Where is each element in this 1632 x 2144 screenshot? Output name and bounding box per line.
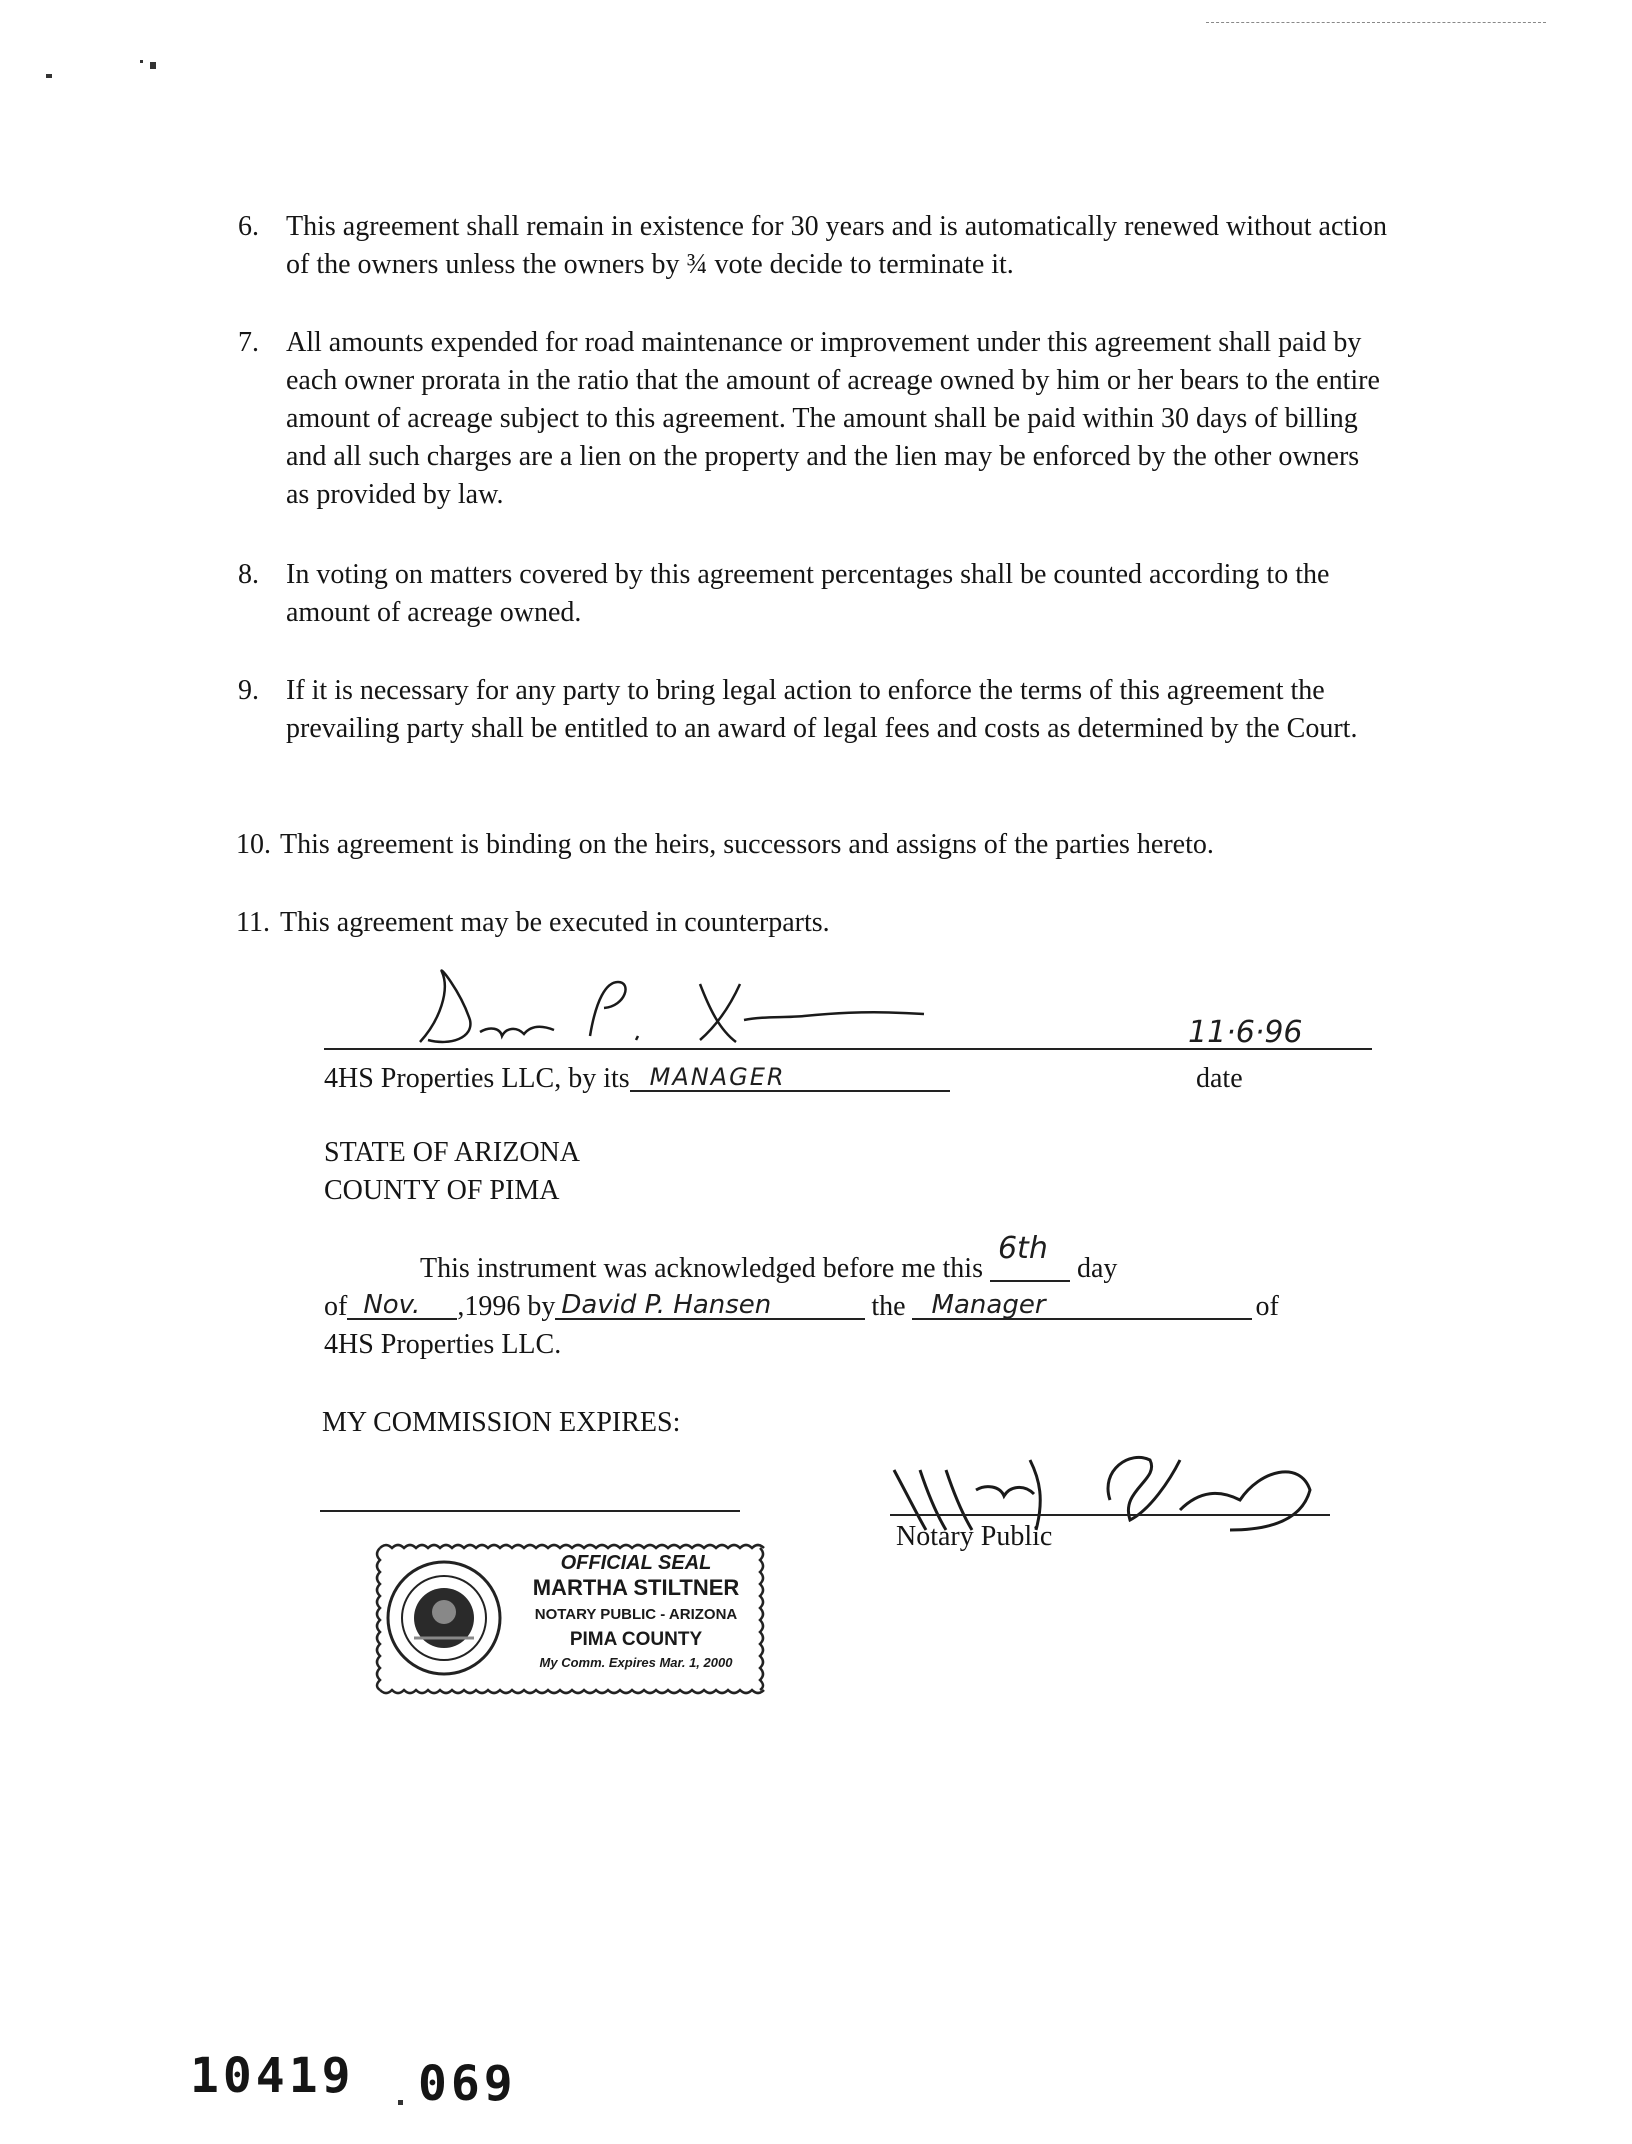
book-number: 10419 xyxy=(190,2048,355,2104)
manager-signature xyxy=(400,960,960,1060)
clause-number: 10. xyxy=(236,829,271,860)
county-line: COUNTY OF PIMA xyxy=(324,1175,560,1206)
month-handwritten: Nov. xyxy=(363,1290,421,1320)
clause-number: 6. xyxy=(238,211,259,242)
title-field xyxy=(630,1060,950,1092)
role-field xyxy=(912,1288,1252,1320)
seal-line-2: MARTHA STILTNER xyxy=(532,1575,740,1600)
title-handwritten: MANAGER xyxy=(649,1063,786,1091)
clause-text: This agreement shall remain in existence for 30 years and is automatically renewed without action of the owners unless the owners by ¾ vote decide to terminate it. xyxy=(286,211,1387,280)
clause-text: In voting on matters covered by this agreement percentages shall be counted according to the amount of acreage owned. xyxy=(286,559,1330,628)
scan-speck xyxy=(398,2100,403,2105)
ack-prefix: This instrument was acknowledged before me this xyxy=(420,1253,983,1284)
clause-8 xyxy=(238,556,1388,632)
the-label: the xyxy=(871,1291,906,1322)
clause-9 xyxy=(238,672,1388,748)
official-seal-stamp xyxy=(374,1538,766,1700)
clause-text: All amounts expended for road maintenance or improvement under this agreement shall paid by each owner prorata in the ratio that the amount of acreage owned by him or her bears to the entire amount of acreage subject to this agreement. The amount shall be paid within 30 days of billing and all such charges are a lien on the property and the lien may be enforced by the other owners as provided by law. xyxy=(286,327,1380,510)
acknowledgment-line-2 xyxy=(324,1288,1279,1326)
year-by: ,1996 by xyxy=(457,1291,556,1322)
entity-line: 4HS Properties LLC. xyxy=(324,1329,562,1360)
commission-line xyxy=(320,1510,740,1512)
notary-signature-line xyxy=(890,1514,1330,1516)
clause-text: This agreement is binding on the heirs, successors and assigns of the parties hereto. xyxy=(280,829,1214,860)
signature-date: 11·6·96 xyxy=(1188,1015,1303,1050)
seal-text xyxy=(514,1552,758,1674)
clause-7 xyxy=(238,324,1388,514)
clause-number: 7. xyxy=(238,327,259,358)
scan-speck xyxy=(140,60,143,63)
role-handwritten: Manager xyxy=(931,1290,1046,1320)
seal-line-5: My Comm. Expires Mar. 1, 2000 xyxy=(539,1655,733,1670)
scan-speck xyxy=(46,74,52,78)
clause-10 xyxy=(236,826,1386,864)
seal-line-1: OFFICIAL SEAL xyxy=(560,1552,712,1574)
clause-11 xyxy=(236,904,1386,942)
clause-text: This agreement may be executed in counterparts. xyxy=(280,907,830,938)
header-rule xyxy=(1206,22,1546,23)
name-field xyxy=(555,1288,865,1320)
party-prefix: 4HS Properties LLC, by its xyxy=(324,1063,630,1094)
clause-6 xyxy=(238,208,1388,284)
month-field xyxy=(347,1288,457,1320)
seal-line-3: NOTARY PUBLIC - ARIZONA xyxy=(534,1606,738,1623)
of-label: of xyxy=(324,1291,348,1322)
day-handwritten: 6th xyxy=(997,1231,1048,1266)
acknowledgment-line-1 xyxy=(420,1231,1118,1288)
clause-number: 8. xyxy=(238,559,259,590)
state-line: STATE OF ARIZONA xyxy=(324,1137,580,1168)
clause-text: If it is necessary for any party to bring legal action to enforce the terms of this agreement the prevailing party shall be entitled to an award of legal fees and costs as determined by the Court. xyxy=(286,675,1358,744)
scan-speck xyxy=(150,62,156,69)
commission-label: MY COMMISSION EXPIRES: xyxy=(322,1407,681,1438)
notary-signature-text xyxy=(0,0,6,1)
date-label: date xyxy=(1196,1063,1243,1094)
day-field xyxy=(990,1231,1070,1282)
notary-label: Notary Public xyxy=(896,1521,1053,1552)
day-label: day xyxy=(1076,1253,1118,1284)
clause-number: 11. xyxy=(236,907,270,938)
name-handwritten: David P. Hansen xyxy=(561,1290,772,1320)
page-number: 069 xyxy=(418,2056,517,2112)
party-line xyxy=(324,1060,950,1098)
seal-line-4: PIMA COUNTY xyxy=(569,1629,703,1650)
of-label-end: of xyxy=(1255,1291,1279,1322)
clause-number: 9. xyxy=(238,675,259,706)
